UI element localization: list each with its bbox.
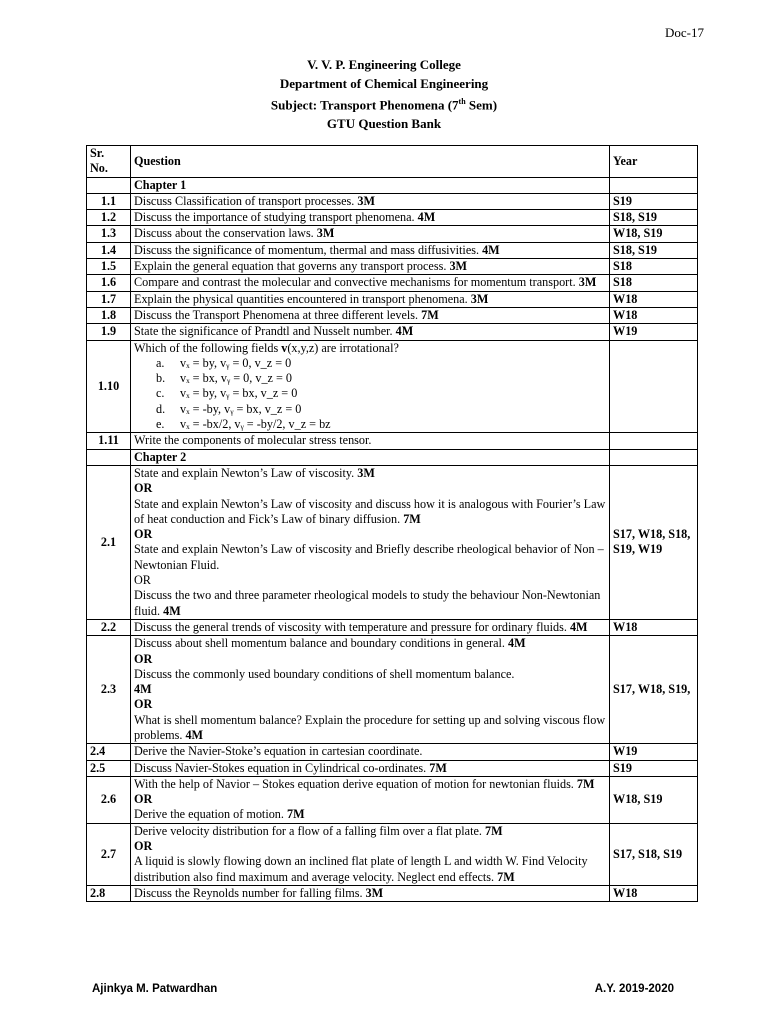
year-cell: W18 bbox=[610, 619, 698, 635]
table-row bbox=[87, 291, 698, 307]
year-cell: S17, W18, S19, bbox=[610, 636, 698, 744]
table-row bbox=[87, 823, 698, 885]
year-cell: S19 bbox=[610, 193, 698, 209]
sr-no: 1.11 bbox=[87, 433, 131, 449]
or-separator: OR bbox=[134, 481, 153, 496]
marks: 4M bbox=[395, 324, 414, 339]
sr-no: 1.3 bbox=[87, 226, 131, 242]
question-text: Derive the Navier-Stoke’s equation in cartesian coordinate. bbox=[131, 744, 610, 760]
question-text: Discuss the general trends of viscosity with temperature and pressure for ordinary fluids. 4M bbox=[131, 619, 610, 635]
year-header: Year bbox=[610, 146, 698, 178]
year-cell: W19 bbox=[610, 744, 698, 760]
year-cell: S18, S19 bbox=[610, 242, 698, 258]
or-separator: OR bbox=[134, 839, 153, 854]
sr-no: 2.6 bbox=[87, 776, 131, 823]
or-separator: OR bbox=[134, 697, 153, 712]
sr-no: 1.9 bbox=[87, 324, 131, 340]
year-cell: S18 bbox=[610, 259, 698, 275]
year-cell: W18, S19 bbox=[610, 226, 698, 242]
department-name: Department of Chemical Engineering bbox=[279, 75, 489, 91]
year-cell: S18, S19 bbox=[610, 210, 698, 226]
document-title: GTU Question Bank bbox=[326, 115, 442, 131]
question-text: Derive velocity distribution for a flow of a falling film over a flat plate. 7M OR A liquid is slowly flowing down an inclined flat plate of length L and width W. Find Velocity distribution also find maximum and average velocity. Neglect end effects. 7M bbox=[131, 823, 610, 885]
sr-no: 1.8 bbox=[87, 307, 131, 323]
marks: 4M bbox=[569, 619, 588, 634]
question-text bbox=[131, 340, 610, 433]
year-cell: S17, S18, S19 bbox=[610, 823, 698, 885]
question-stem: Which of the following fields v(x,y,z) are irrotational? bbox=[134, 340, 399, 355]
marks: 7M bbox=[421, 307, 439, 322]
sr-no: 2.1 bbox=[87, 465, 131, 619]
table-row bbox=[87, 340, 698, 433]
table-row bbox=[87, 433, 698, 449]
question-text: State and explain Newton’s Law of viscosity. 3M OR State and explain Newton’s Law of viscosity and discuss how it is analogous with Fourier’s Law of heat conduction and Fick’s Law of binary diffusion. 7M OR State and explain Newton’s Law of viscosity and Briefly describe rheological behavior of Non – Newtonian Fluid. OR Discuss the two and three parameter rheological models to study the behaviour Non-Newtonian fluid. 4M bbox=[131, 465, 610, 619]
sr-no: 1.5 bbox=[87, 259, 131, 275]
sr-no: 1.4 bbox=[87, 242, 131, 258]
sr-no: 2.3 bbox=[87, 636, 131, 744]
sr-no: 1.10 bbox=[87, 340, 131, 433]
table-row bbox=[87, 242, 698, 258]
marks: 3M bbox=[578, 275, 597, 290]
marks: 3M bbox=[449, 259, 468, 274]
sr-no: 2.4 bbox=[87, 744, 131, 760]
table-row bbox=[87, 193, 698, 209]
question-text: Discuss the Transport Phenomena at three different levels. 7M bbox=[131, 307, 610, 323]
question-text: Explain the general equation that governs any transport process. 3M bbox=[131, 259, 610, 275]
year-cell: S18 bbox=[610, 275, 698, 291]
subject-line: Subject: Transport Phenomena (7th Sem) bbox=[270, 97, 498, 113]
question-text: Discuss the Reynolds number for falling films. 3M bbox=[131, 885, 610, 901]
question-text: Discuss about shell momentum balance and boundary conditions in general. 4M OR Discuss the commonly used boundary conditions of shell momentum balance. 4M OR What is shell momentum balance? Explain the procedure for setting up and solving viscous flow problems. 4M bbox=[131, 636, 610, 744]
table-row bbox=[87, 776, 698, 823]
year-cell bbox=[610, 433, 698, 449]
sr-no: 2.8 bbox=[87, 885, 131, 901]
sr-no: 2.2 bbox=[87, 619, 131, 635]
sr-no: 2.5 bbox=[87, 760, 131, 776]
year-cell: S17, W18, S18, S19, W19 bbox=[610, 465, 698, 619]
option-b: b. vₓ = bx, vᵧ = 0, v_z = 0 bbox=[156, 371, 293, 386]
question-text: Compare and contrast the molecular and convective mechanisms for momentum transport. 3M bbox=[131, 275, 610, 291]
table-row bbox=[87, 324, 698, 340]
table-row bbox=[87, 619, 698, 635]
marks: 3M bbox=[365, 885, 384, 900]
option-a: a. vₓ = by, vᵧ = 0, v_z = 0 bbox=[156, 355, 292, 370]
year-cell: W19 bbox=[610, 324, 698, 340]
or-separator: OR bbox=[134, 573, 151, 588]
year-cell: S19 bbox=[610, 760, 698, 776]
marks: 4M bbox=[417, 210, 436, 225]
question-text: With the help of Navior – Stokes equation derive equation of motion for newtonian fluids. 7M OR Derive the equation of motion. 7M bbox=[131, 776, 610, 823]
table-row bbox=[87, 885, 698, 901]
or-separator: OR bbox=[134, 792, 153, 807]
year-cell: W18 bbox=[610, 307, 698, 323]
question-text: Explain the physical quantities encountered in transport phenomena. 3M bbox=[131, 291, 610, 307]
sr-no: 1.6 bbox=[87, 275, 131, 291]
question-header: Question bbox=[131, 146, 610, 178]
chapter-title: Chapter 1 bbox=[131, 177, 610, 193]
option-c: c. vₓ = by, vᵧ = bx, v_z = 0 bbox=[156, 386, 298, 401]
marks: 7M bbox=[429, 760, 447, 775]
chapter-row bbox=[87, 177, 698, 193]
question-text: Discuss the significance of momentum, thermal and mass diffusivities. 4M bbox=[131, 242, 610, 258]
document-id: Doc-17 bbox=[665, 25, 704, 40]
table-row bbox=[87, 465, 698, 619]
sr-no: 2.7 bbox=[87, 823, 131, 885]
year-cell: W18 bbox=[610, 885, 698, 901]
year-cell bbox=[610, 340, 698, 433]
or-separator: OR bbox=[134, 651, 153, 666]
table-row bbox=[87, 744, 698, 760]
sr-no: 1.2 bbox=[87, 210, 131, 226]
marks: 3M bbox=[316, 226, 335, 241]
college-name: V. V. P. Engineering College bbox=[307, 57, 461, 72]
question-text: Write the components of molecular stress tensor. bbox=[131, 433, 610, 449]
chapter-row bbox=[87, 449, 698, 465]
table-header-row bbox=[87, 146, 698, 178]
option-e: e. vₓ = -bx/2, vᵧ = -by/2, v_z = bz bbox=[156, 417, 331, 432]
marks: 3M bbox=[357, 193, 376, 208]
sr-no: 1.7 bbox=[87, 291, 131, 307]
question-text: Discuss the importance of studying transport phenomena. 4M bbox=[131, 210, 610, 226]
question-bank-table bbox=[86, 145, 698, 902]
question-text: State the significance of Prandtl and Nusselt number. 4M bbox=[131, 324, 610, 340]
option-d: d. vₓ = -by, vᵧ = bx, v_z = 0 bbox=[156, 401, 302, 416]
marks: 4M bbox=[482, 242, 500, 257]
table-row bbox=[87, 760, 698, 776]
year-cell: W18, S19 bbox=[610, 776, 698, 823]
marks: 3M bbox=[470, 291, 489, 306]
table-row bbox=[87, 636, 698, 744]
table-row bbox=[87, 259, 698, 275]
sr-no: 1.1 bbox=[87, 193, 131, 209]
sr-no-header: Sr. No. bbox=[87, 146, 131, 178]
table-row bbox=[87, 226, 698, 242]
year-cell: W18 bbox=[610, 291, 698, 307]
footer-author: Ajinkya M. Patwardhan bbox=[92, 983, 218, 995]
chapter-title: Chapter 2 bbox=[131, 449, 610, 465]
table-row bbox=[87, 275, 698, 291]
table-row bbox=[87, 210, 698, 226]
question-text: Discuss Navier-Stokes equation in Cylindrical co-ordinates. 7M bbox=[131, 760, 610, 776]
footer-academic-year: A.Y. 2019-2020 bbox=[594, 983, 674, 995]
question-text: Discuss Classification of transport processes. 3M bbox=[131, 193, 610, 209]
document-header bbox=[0, 56, 768, 133]
or-separator: OR bbox=[134, 527, 153, 542]
table-row bbox=[87, 307, 698, 323]
question-text: Discuss about the conservation laws. 3M bbox=[131, 226, 610, 242]
